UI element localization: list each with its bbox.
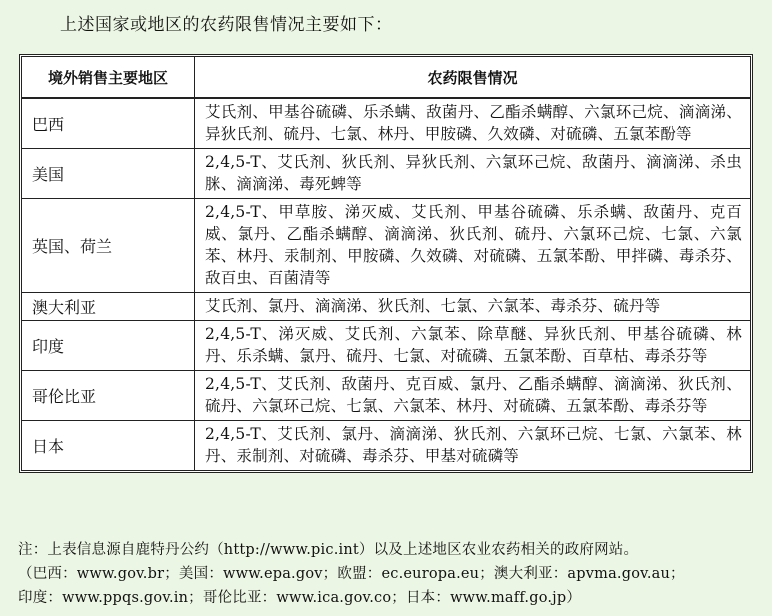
pesticide-restriction-table	[19, 54, 753, 473]
restriction-table	[22, 57, 750, 470]
table-row	[22, 199, 750, 293]
note-line-3: 印度：www.ppqs.gov.in；哥伦比亚：www.ica.gov.co；日本：www.maff.go.jp）	[18, 590, 582, 606]
restriction-cell: 艾氏剂、甲基谷硫磷、乐杀螨、敌菌丹、乙酯杀螨醇、六氯环己烷、滴滴涕、异狄氏剂、硫丹、七氯、林丹、甲胺磷、久效磷、对硫磷、五氯苯酚等	[195, 98, 751, 149]
table-row	[22, 293, 750, 321]
header-restriction: 农药限售情况	[195, 57, 751, 98]
region-cell: 日本	[22, 421, 195, 471]
header-region: 境外销售主要地区	[22, 57, 195, 98]
region-cell: 英国、荷兰	[22, 199, 195, 293]
restriction-cell: 艾氏剂、氯丹、滴滴涕、狄氏剂、七氯、六氯苯、毒杀芬、硫丹等	[195, 293, 751, 321]
region-cell: 美国	[22, 149, 195, 199]
restriction-cell: 2,4,5-T、涕灭威、艾氏剂、六氯苯、除草醚、异狄氏剂、甲基谷硫磷、林丹、乐杀螨、氯丹、硫丹、七氯、对硫磷、五氯苯酚、百草枯、毒杀芬等	[195, 321, 751, 371]
region-cell: 哥伦比亚	[22, 371, 195, 421]
table-row	[22, 421, 750, 471]
note-line-2: （巴西：www.gov.br；美国：www.epa.gov；欧盟：ec.europa.eu；澳大利亚：apvma.gov.au；	[18, 566, 685, 582]
table-row	[22, 149, 750, 199]
region-cell: 巴西	[22, 98, 195, 149]
source-note	[18, 538, 758, 610]
table-row	[22, 321, 750, 371]
restriction-cell: 2,4,5-T、艾氏剂、氯丹、滴滴涕、狄氏剂、六氯环己烷、七氯、六氯苯、林丹、汞制剂、对硫磷、毒杀芬、甲基对硫磷等	[195, 421, 751, 471]
intro-text: 上述国家或地区的农药限售情况主要如下：	[60, 15, 393, 35]
region-cell: 印度	[22, 321, 195, 371]
restriction-cell: 2,4,5-T、艾氏剂、狄氏剂、异狄氏剂、六氯环己烷、敌菌丹、滴滴涕、杀虫脒、滴滴涕、毒死蜱等	[195, 149, 751, 199]
restriction-cell: 2,4,5-T、甲草胺、涕灭威、艾氏剂、甲基谷硫磷、乐杀螨、敌菌丹、克百威、氯丹、乙酯杀螨醇、滴滴涕、狄氏剂、硫丹、六氯环己烷、七氯、六氯苯、林丹、汞制剂、甲胺磷、久效磷、对硫磷、五氯苯酚、甲拌磷、毒杀芬、敌百虫、百菌清等	[195, 199, 751, 293]
table-row	[22, 371, 750, 421]
table-row	[22, 98, 750, 149]
note-line-1: 注：上表信息源自鹿特丹公约（http://www.pic.int）以及上述地区农业农药相关的政府网站。	[18, 542, 639, 558]
restriction-cell: 2,4,5-T、艾氏剂、敌菌丹、克百威、氯丹、乙酯杀螨醇、滴滴涕、狄氏剂、硫丹、六氯环己烷、七氯、六氯苯、林丹、对硫磷、五氯苯酚、毒杀芬等	[195, 371, 751, 421]
region-cell: 澳大利亚	[22, 293, 195, 321]
table-header-row	[22, 57, 750, 98]
